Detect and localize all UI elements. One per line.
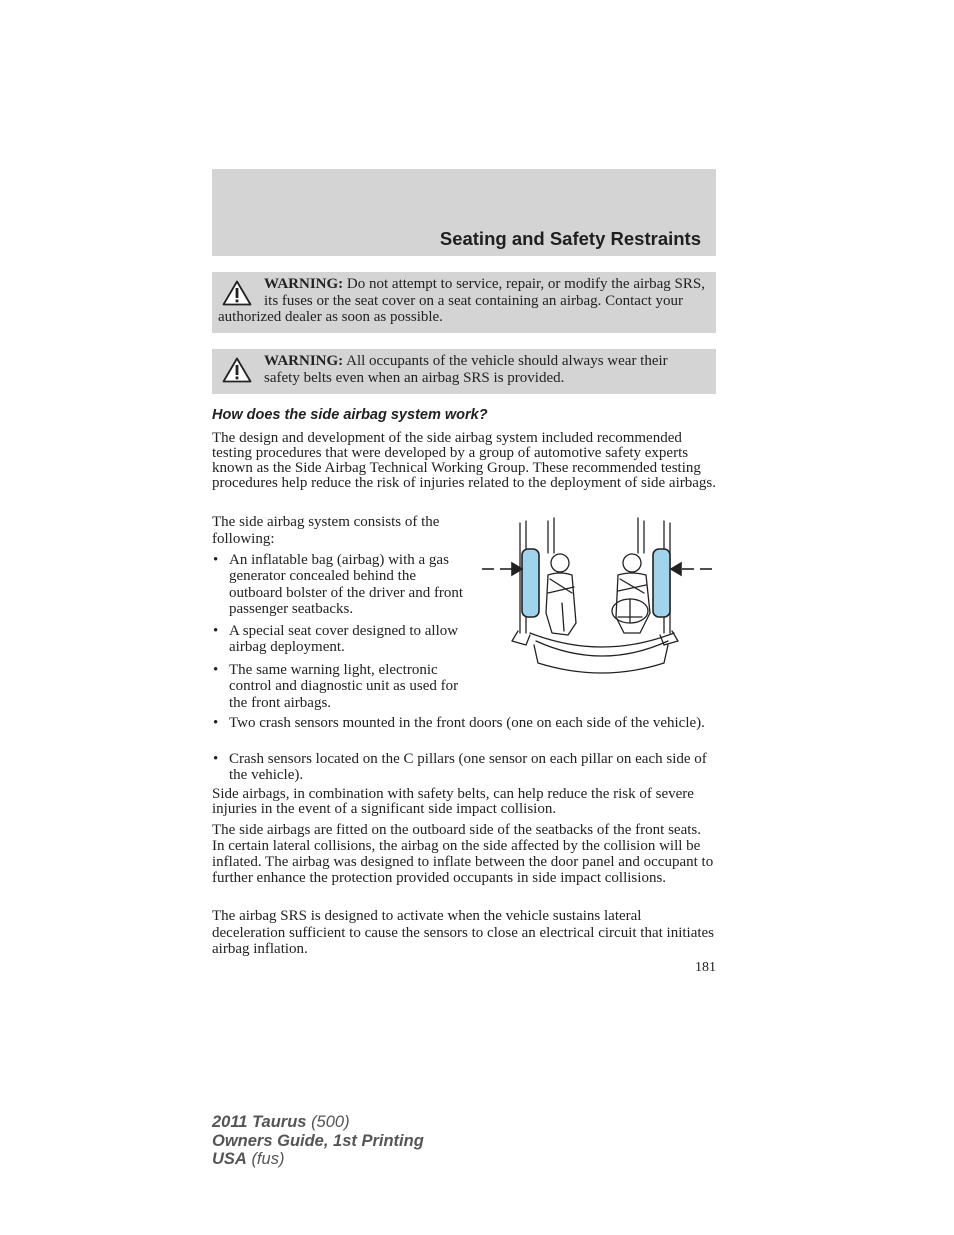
side-airbag-illustration (478, 513, 718, 678)
warning-text: Do not attempt to service, repair, or modify the airbag SRS, its fuses or the seat cover on a seat containing an airbag. Contact your authorized dealer as soon as possible. (218, 276, 705, 326)
warning-text: All occupants of the vehicle should always wear their safety belts even when an airbag SRS is provided. (264, 353, 668, 386)
warning-box-belts (212, 349, 716, 394)
footer-line-region (212, 1150, 424, 1169)
list-item (212, 662, 470, 711)
footer-model: 2011 Taurus (212, 1113, 307, 1131)
bullet-dot: • (213, 552, 219, 568)
bullet-dot: • (213, 715, 219, 731)
warning-box-service (212, 272, 716, 333)
footer-model-code: (500) (311, 1113, 350, 1131)
bullet-text: Two crash sensors mounted in the front doors (one on each side of the vehicle). (229, 715, 705, 731)
body-paragraph: The side airbags are fitted on the outboard side of the seatbacks of the front seats. In certain lateral collisions, the airbag on the side affected by the collision will be inflated. The airbag was designed to inflate between the door panel and occupant to further enhance the protection provided occupants in side impact collisions. (212, 822, 714, 886)
footer-region-code: (fus) (251, 1150, 285, 1168)
consists-paragraph: The side airbag system consists of the following: (212, 514, 440, 547)
body-paragraph: Side airbags, in combination with safety belts, can help reduce the risk of severe injuries in the event of a significant side impact collision. (212, 786, 694, 817)
bullet-dot: • (213, 751, 219, 767)
bullet-dot: • (213, 623, 219, 639)
list-item (212, 552, 470, 617)
footer-guide: Owners Guide, 1st Printing (212, 1131, 424, 1150)
list-item (212, 623, 470, 656)
footer-region: USA (212, 1150, 247, 1168)
footer-line-guide (212, 1132, 424, 1151)
warning-label: WARNING: (264, 276, 344, 292)
list-item (212, 715, 716, 731)
footer-line-model (212, 1113, 424, 1132)
footer-imprint (212, 1113, 424, 1169)
list-item (212, 751, 716, 784)
warning-label: WARNING: (264, 353, 344, 369)
page-number: 181 (695, 960, 716, 975)
section-heading: How does the side airbag system work? (212, 407, 488, 423)
bullet-text: Crash sensors located on the C pillars (one sensor on each pillar on each side of the vehicle). (229, 751, 707, 784)
bullet-text: An inflatable bag (airbag) with a gas generator concealed behind the outboard bolster of the driver and front passenger seatbacks. (229, 552, 464, 617)
page-title: Seating and Safety Restraints (439, 228, 701, 249)
body-paragraph: The airbag SRS is designed to activate when the vehicle sustains lateral deceleration sufficient to cause the sensors to close an electrical circuit that initiates airbag inflation. (212, 908, 715, 958)
bullet-text: A special seat cover designed to allow airbag deployment. (229, 623, 459, 656)
bullet-dot: • (213, 662, 219, 678)
warning-triangle-icon (222, 357, 252, 383)
intro-paragraph: The design and development of the side airbag system included recommended testing procedures that were developed by a group of automotive safety experts known as the Side Airbag Technical Working Group. These recommended testing procedures help reduce the risk of injuries related to the deployment of side airbags. (212, 430, 716, 491)
bullet-text: The same warning light, electronic control and diagnostic unit as used for the front airbags. (229, 662, 459, 711)
header-band (212, 169, 716, 256)
warning-triangle-icon (222, 280, 252, 306)
